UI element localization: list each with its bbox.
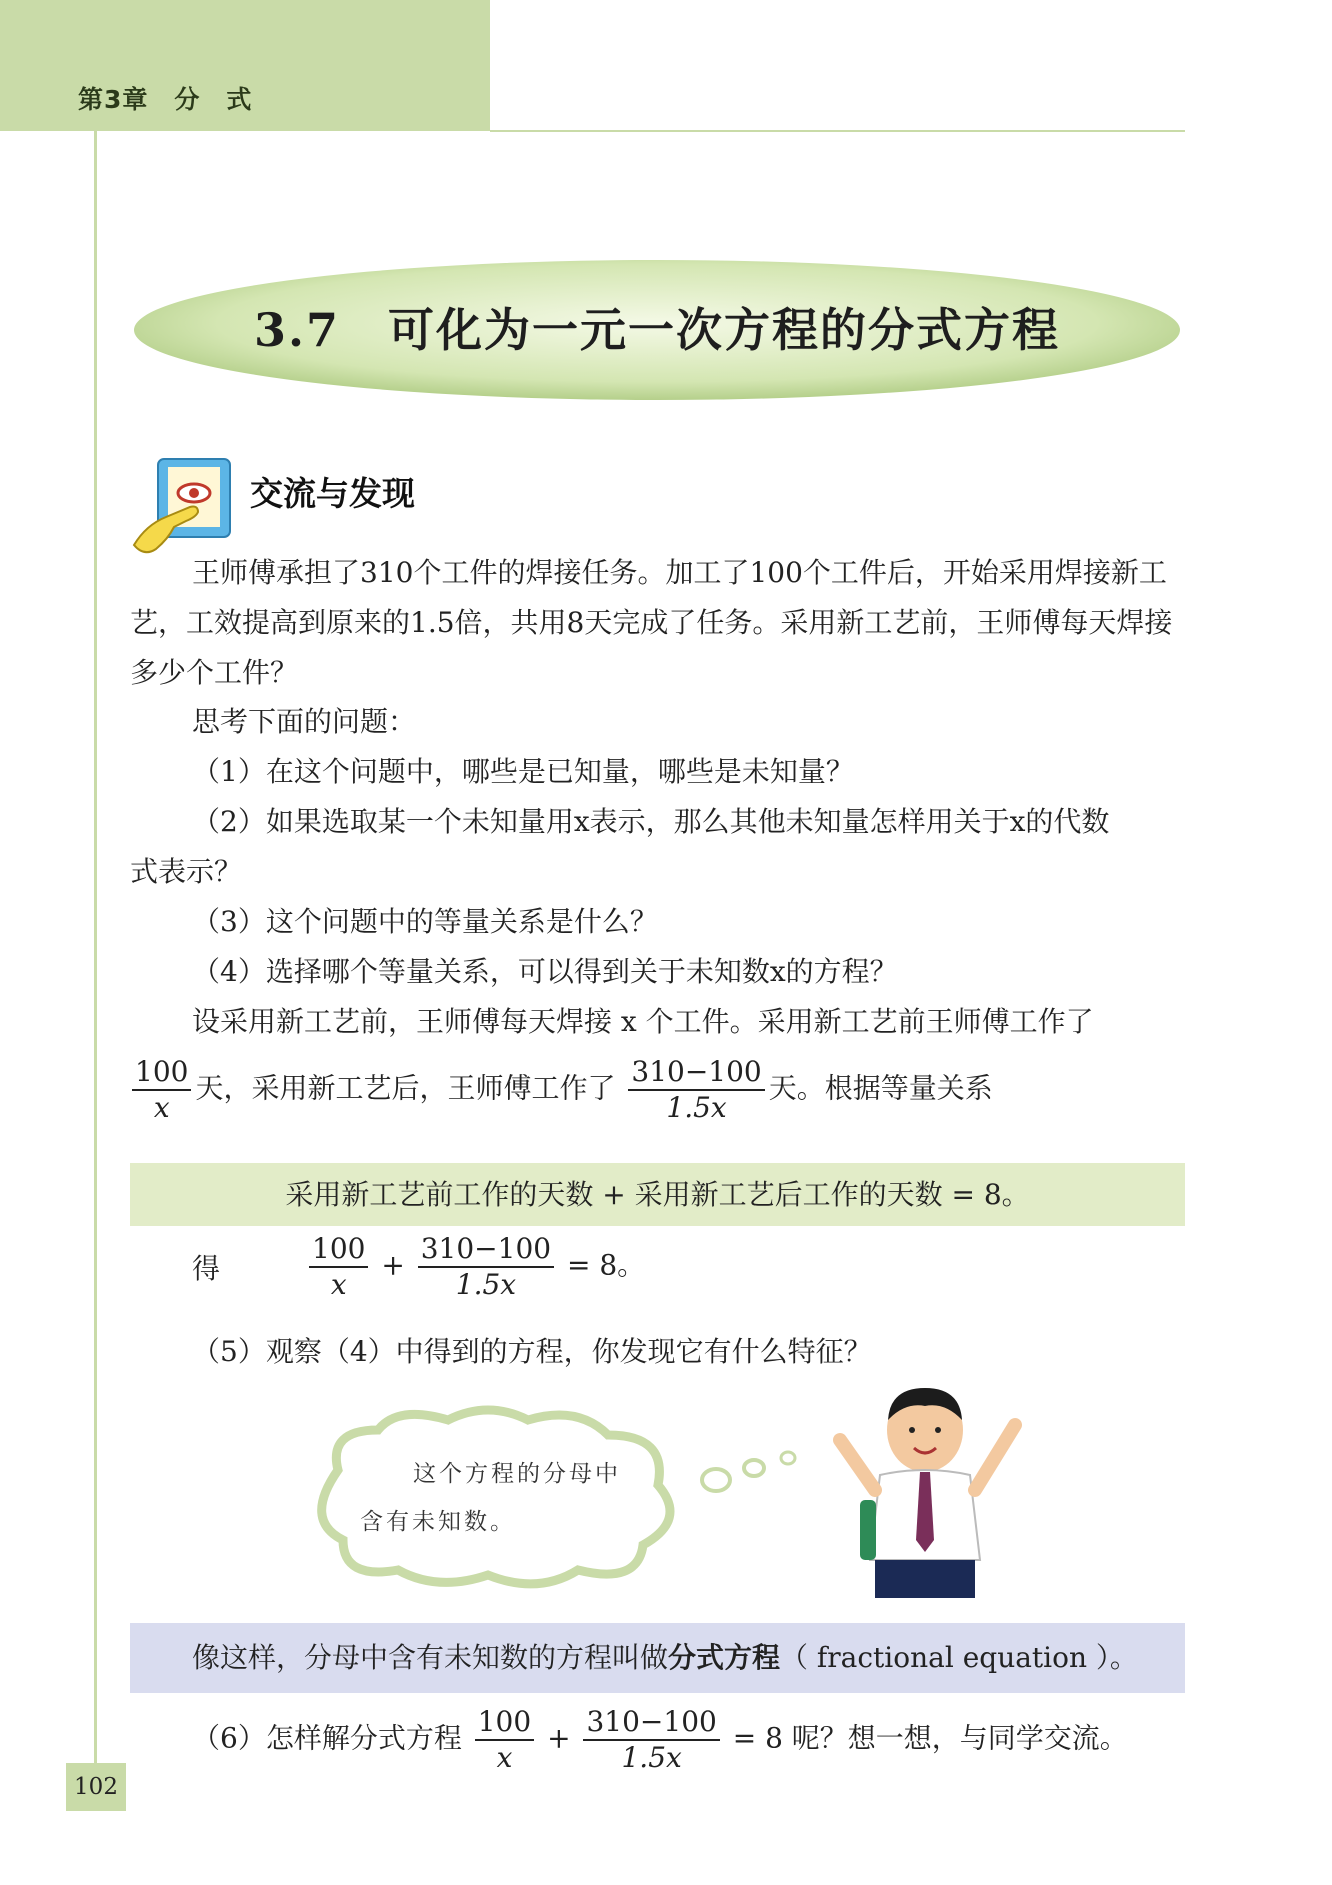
setup-text: 设采用新工艺前，王师傅每天焊接 x 个工件。采用新工艺前王师傅工作了	[192, 1005, 1094, 1038]
question-2-line2: 式表示？	[130, 855, 243, 888]
fraction-line-text1: 天，采用新工艺后，王师傅工作了	[195, 1071, 616, 1105]
thought-cloud	[298, 1400, 688, 1590]
fraction-100-over-x: $\frac{100}{x}$	[132, 1055, 191, 1125]
fraction-line-text2: 天。根据等量关系	[768, 1071, 993, 1105]
question-5: （5）观察（4）中得到的方程，你发现它有什么特征？	[192, 1335, 872, 1368]
relation-box: 采用新工艺前工作的天数 + 采用新工艺后工作的天数 = 8。	[130, 1163, 1185, 1226]
question-1: （1）在这个问题中，哪些是已知量，哪些是未知量？	[192, 755, 854, 788]
definition-term: 分式方程	[668, 1641, 781, 1674]
think-prompt: 思考下面的问题：	[192, 705, 417, 738]
q6-fraction-2: $\frac{310-100}{1.5x}$	[583, 1705, 719, 1775]
question-6-prefix: （6）怎样解分式方程	[192, 1721, 462, 1755]
equation-fraction-2: $\frac{310-100}{1.5x}$	[418, 1232, 554, 1302]
header-rule	[490, 130, 1185, 132]
definition-prefix: 像这样，分母中含有未知数的方程叫做	[192, 1641, 669, 1674]
equation-fraction-1: $\frac{100}{x}$	[309, 1232, 368, 1302]
section-title: 3.7 可化为一元一次方程的分式方程	[253, 303, 1061, 357]
q6-fraction-1: $\frac{100}{x}$	[475, 1705, 534, 1775]
question-4: （4）选择哪个等量关系，可以得到关于未知数x的方程？	[192, 955, 898, 988]
question-2-line1: （2）如果选取某一个未知量用x表示，那么其他未知量怎样用关于x的代数	[192, 805, 1110, 838]
fraction-210-over-1.5x: $\frac{310-100}{1.5x}$	[628, 1055, 764, 1125]
fraction-line	[128, 1055, 993, 1125]
question-3: （3）这个问题中的等量关系是什么？	[192, 905, 658, 938]
chapter-title: 第3章 分 式	[78, 85, 253, 114]
thought-bubbles	[700, 1440, 810, 1500]
equation-rhs: = 8。	[567, 1248, 646, 1282]
question-6	[192, 1705, 1128, 1775]
margin-rule	[94, 131, 97, 1801]
plus-sign: +	[381, 1248, 405, 1282]
student-illustration	[820, 1380, 1030, 1600]
problem-text: 王师傅承担了310个工件的焊接任务。加工了100个工件后，开始采用焊接新工艺，工效提高到原来的1.5倍，共用8天完成了任务。采用新工艺前，王师傅每天焊接多少个工件？	[130, 556, 1173, 689]
cloud-text-line1: 这个方程的分母中	[413, 1461, 621, 1487]
pointing-hand-book-icon	[128, 455, 240, 560]
equation	[305, 1232, 645, 1302]
page-number: 102	[66, 1763, 126, 1811]
section-heading: 交流与发现	[250, 474, 415, 513]
question-6-suffix: = 8 呢？想一想，与同学交流。	[732, 1721, 1128, 1755]
equation-label: 得	[192, 1252, 221, 1285]
cloud-text-line2: 含有未知数。	[360, 1509, 516, 1535]
definition-suffix: （ fractional equation ）。	[780, 1641, 1138, 1674]
definition-box	[130, 1623, 1185, 1693]
q6-plus-sign: +	[547, 1721, 571, 1755]
